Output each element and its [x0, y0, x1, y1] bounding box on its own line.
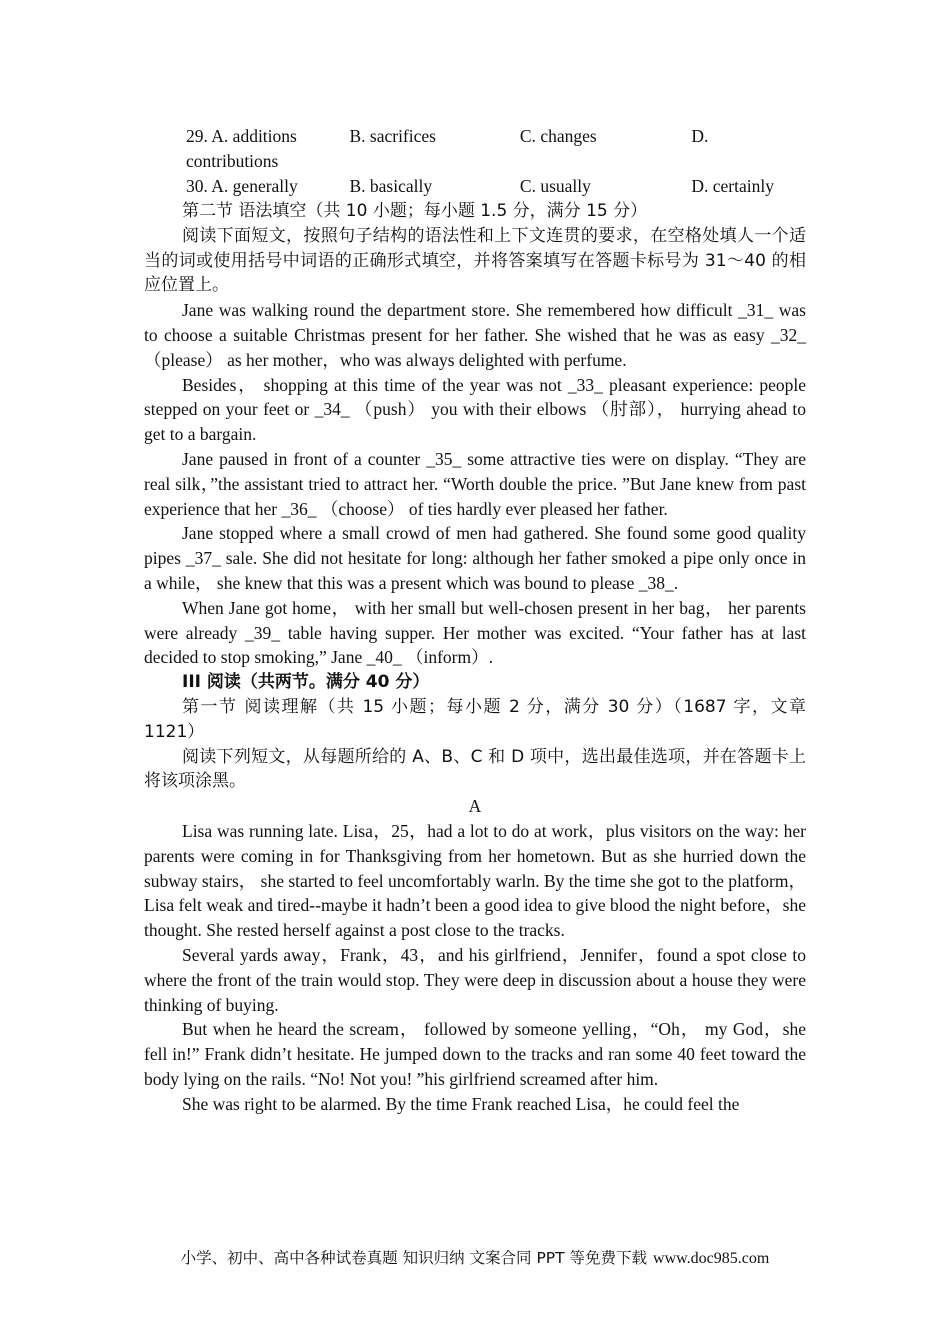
section1-title: 第一节 阅读理解（共 15 小题；每小题 2 分，满分 30 分）（1687 字，文章 1121） [144, 696, 806, 742]
part3-title: III 阅读（共两节。满分 40 分） [182, 672, 430, 693]
grammar-paragraph: Jane was walking round the department store. She remembered how difficult _31_ was to choose a suitable Christmas present for her father. She wished that he was as easy _32_ （please） as her mother，who was always delighted with perfume. [144, 300, 806, 370]
passage-paragraph: Lisa was running late. Lisa，25，had a lot to do at work，plus visitors on the way: her parents were coming in for Thanksgiving from her hometown. But as she hurried down the subway stairs， she started to feel uncomfortably warln. By the time she got to the platform，Lisa felt weak and tired--maybe it hadn’t been a good idea to give blood the night before，she thought. She rested herself against a post close to the tracks. [144, 820, 806, 941]
passage-label: A [468, 796, 482, 817]
footer-text: 小学、初中、高中各种试卷真题 知识归纳 文案合同 PPT 等免费下载 [180, 1249, 648, 1267]
grammar-paragraph: Jane paused in front of a counter _35_ some attractive ties were on display. “They are real silk，”the assistant tried to attract her. “Worth double the price. ”But Jane knew from past experience that her _36_ （choose） of ties hardly ever pleased her father. [144, 448, 806, 519]
grammar-passage [144, 298, 806, 670]
passage-paragraph: But when he heard the scream， followed by someone yelling，“Oh， my God，she fell in!” Frank didn’t hesitate. He jumped down to the tracks and ran some 40 feet toward the body lying on the rails. “No! Not you! ”his girlfriend screamed after him. [144, 1019, 806, 1089]
grammar-paragraph: Besides， shopping at this time of the year was not _33_ pleasant experience: people stepped on your feet or _34_ （push） you with their elbows （肘部）， hurrying ahead to get to a bargain. [144, 374, 806, 445]
grammar-paragraph: When Jane got home， with her small but well-chosen present in her bag， her parents were already _39_ table having supper. Her mother was excited. “Your father has at last decided to stop smoking,” Jane _40_ （inform）. [144, 597, 806, 668]
document-page [144, 124, 806, 1116]
q30-option-d: D. certainly [691, 176, 774, 196]
q29-options [144, 124, 806, 149]
q29-option-d: D. [691, 126, 709, 146]
section2-title: 第二节 语法填空（共 10 小题；每小题 1.5 分，满分 15 分） [182, 201, 648, 221]
passage-paragraph: She was right to be alarmed. By the time Frank reached Lisa，he could feel the [182, 1093, 740, 1114]
q29-option-a: 29. A. additions [186, 126, 297, 146]
section1-instructions: 阅读下列短文，从每题所给的 A、B、C 和 D 项中，选出最佳选项，并在答题卡上将该项涂黑。 [144, 746, 806, 792]
q30-option-a: 30. A. generally [186, 176, 298, 196]
q30-option-c: C. usually [519, 176, 591, 196]
q30-options [144, 174, 806, 199]
footer-url[interactable]: www.doc985.com [653, 1250, 770, 1267]
reading-passage [144, 819, 806, 1117]
q30-option-b: B. basically [349, 176, 433, 196]
passage-paragraph: Several yards away，Frank，43，and his girlfriend，Jennifer，found a spot close to where the front of the train would stop. They were deep in discussion about a house they were thinking of buying. [144, 944, 806, 1015]
page-footer [0, 1246, 950, 1268]
grammar-paragraph: Jane stopped where a small crowd of men had gathered. She found some good quality pipes _37_ sale. She did not hesitate for long: although her father smoked a pipe only once in a while， she knew that this was a present which was bound to please _38_. [144, 523, 806, 593]
q29-option-c: C. changes [519, 126, 597, 146]
q29-option-b: B. sacrifices [349, 126, 436, 146]
section2-instructions: 阅读下面短文，按照句子结构的语法性和上下文连贯的要求，在空格处填人一个适当的词或使用括号中词语的正确形式填空，并将答案填写在答题卡标号为 31～40 的相应位置上。 [144, 225, 806, 296]
q29-option-d-wrap: contributions [186, 151, 279, 171]
